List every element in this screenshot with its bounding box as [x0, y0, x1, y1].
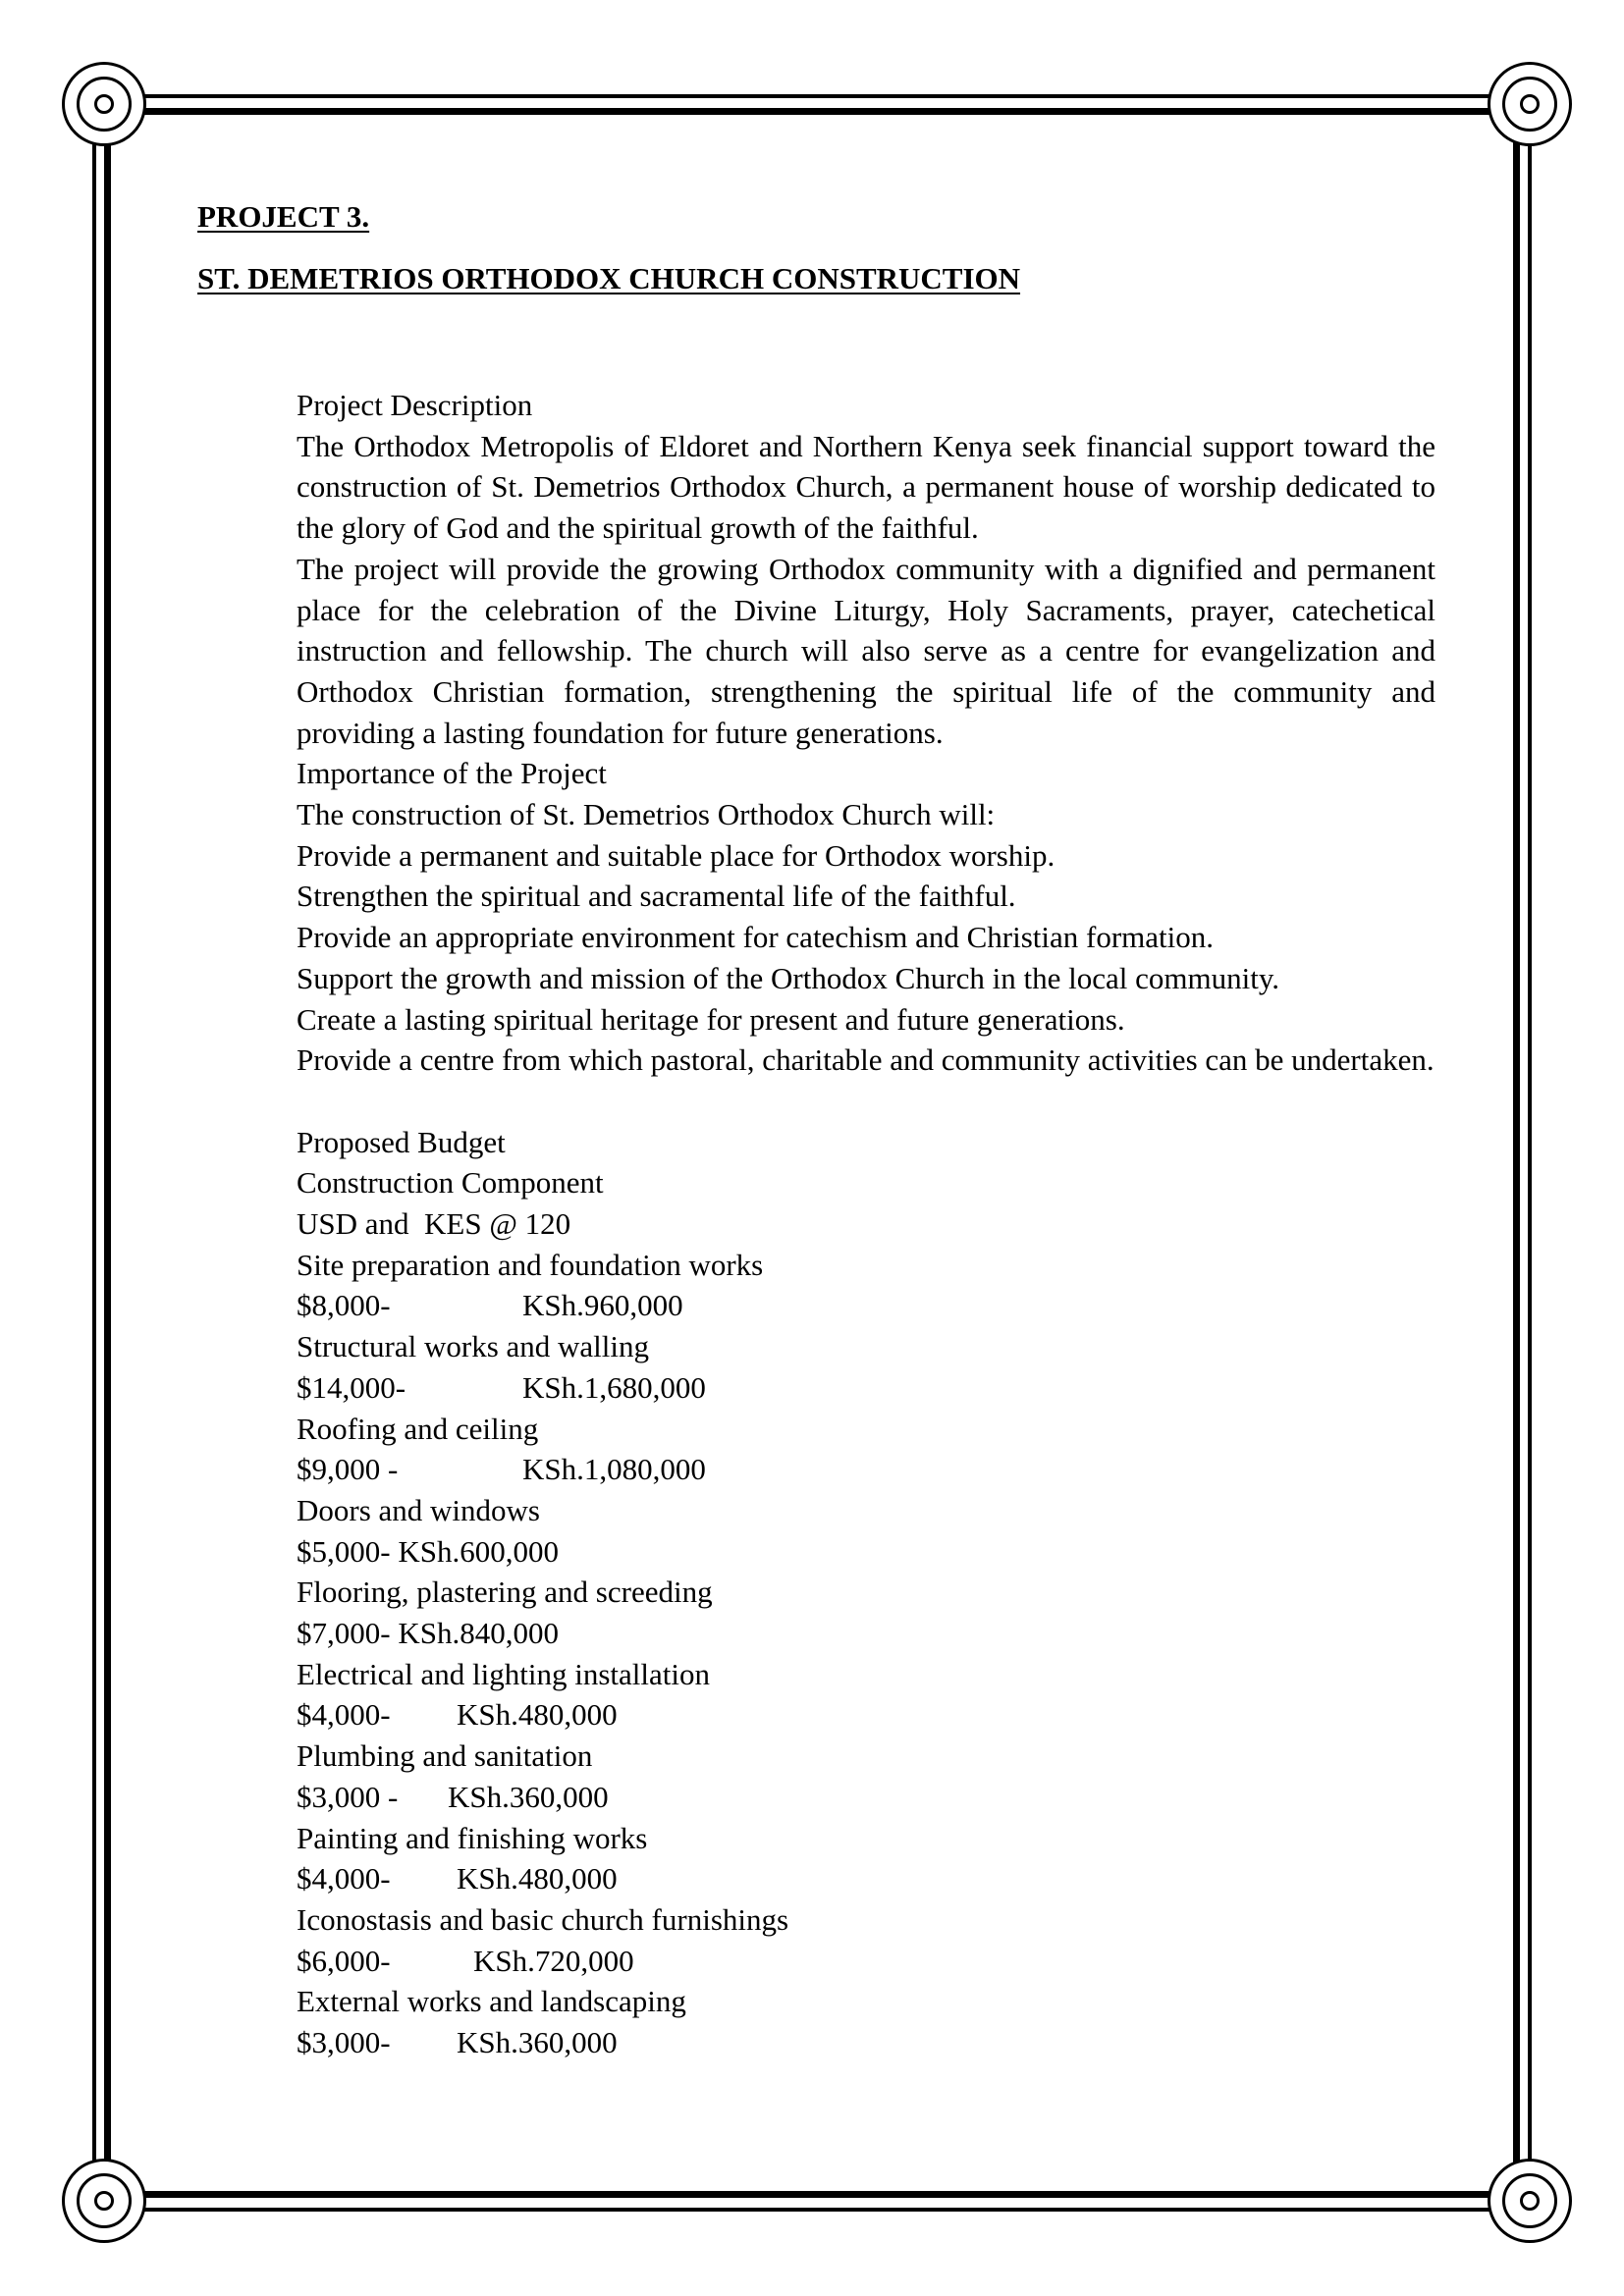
budget-item-name: Electrical and lighting installation — [297, 1656, 710, 1691]
budget-usd: $8,000- — [297, 1288, 391, 1323]
border-top-inner — [106, 108, 1518, 115]
project-number-heading: PROJECT 3. — [197, 199, 370, 234]
importance-point: Provide a permanent and suitable place for Orthodox worship. — [297, 837, 1056, 873]
corner-ornament-bottom-left — [62, 2159, 146, 2243]
budget-usd: $5,000- — [297, 1533, 391, 1569]
budget-kes: KSh.480,000 — [457, 1697, 618, 1733]
budget-item-amount — [297, 1531, 1435, 1573]
budget-item-name: Iconostasis and basic church furnishings — [297, 1902, 789, 1937]
budget-kes: KSh.1,080,000 — [522, 1452, 706, 1487]
importance-point: Strengthen the spiritual and sacramental life of the faithful. — [297, 879, 1016, 914]
budget-usd: $7,000- — [297, 1616, 391, 1651]
page-content — [297, 385, 1435, 2063]
importance-point: Provide an appropriate environment for catechism and Christian formation. — [297, 920, 1215, 955]
border-left-inner — [104, 137, 111, 2163]
budget-kes: KSh.1,680,000 — [522, 1369, 706, 1405]
budget-item-name: Plumbing and sanitation — [297, 1738, 593, 1774]
budget-kes: KSh.960,000 — [522, 1288, 683, 1323]
budget-item-amount — [297, 1613, 1435, 1654]
importance-heading: Importance of the Project — [297, 756, 607, 791]
corner-ornament-top-right — [1488, 62, 1572, 146]
budget-item-name: Flooring, plastering and screeding — [297, 1575, 713, 1610]
corner-ornament-top-left — [62, 62, 146, 146]
budget-item-name: Roofing and ceiling — [297, 1411, 539, 1446]
description-paragraph-2: The project will provide the growing Orthodox community with a dignified and permanent place for the celebration of the Divine Liturgy, Holy Sacraments, prayer, catechetical instruction and fellowship. The church will also serve as a centre for evangelization and Orthodox Christian formation, strengthening the spiritual life of the community and providing a lasting foundation for future generations. — [297, 551, 1435, 750]
budget-usd: $3,000 - — [297, 1779, 399, 1814]
budget-usd: $6,000- — [297, 1943, 391, 1978]
budget-item-amount — [297, 1777, 1435, 1818]
border-bottom-outer — [106, 2208, 1518, 2212]
budget-kes: KSh.360,000 — [457, 2025, 618, 2060]
border-bottom-inner — [106, 2191, 1518, 2198]
budget-kes: KSh.480,000 — [457, 1861, 618, 1896]
border-right-outer — [1528, 137, 1532, 2163]
border-left-outer — [92, 137, 96, 2163]
budget-usd: $3,000- — [297, 2025, 391, 2060]
importance-point: Create a lasting spiritual heritage for present and future generations. — [297, 1001, 1125, 1037]
budget-kes: KSh.840,000 — [398, 1616, 559, 1651]
budget-component-heading: Construction Component — [297, 1165, 604, 1201]
budget-item-name: Site preparation and foundation works — [297, 1247, 764, 1282]
budget-heading: Proposed Budget — [297, 1124, 506, 1159]
budget-usd: $14,000- — [297, 1369, 406, 1405]
importance-intro: The construction of St. Demetrios Orthodox Church will: — [297, 797, 996, 832]
budget-usd: $4,000- — [297, 1861, 391, 1896]
budget-item-name: External works and landscaping — [297, 1984, 686, 2019]
importance-point: Provide a centre from which pastoral, charitable and community activities can be undertaken. — [297, 1042, 1435, 1078]
budget-item-amount — [297, 1941, 1435, 1982]
budget-kes: KSh.600,000 — [398, 1533, 559, 1569]
budget-item-amount — [297, 1285, 1435, 1326]
budget-kes: KSh.360,000 — [448, 1779, 609, 1814]
budget-item-name: Structural works and walling — [297, 1329, 650, 1364]
budget-item-amount — [297, 1694, 1435, 1735]
budget-kes: KSh.720,000 — [473, 1943, 634, 1978]
budget-item-amount — [297, 1449, 1435, 1490]
corner-ornament-bottom-right — [1488, 2159, 1572, 2243]
budget-item-amount — [297, 2022, 1435, 2063]
budget-usd: $9,000 - — [297, 1452, 399, 1487]
border-top-outer — [106, 94, 1518, 98]
budget-currency-note: USD and KES @ 120 — [297, 1206, 571, 1242]
border-right-inner — [1513, 137, 1520, 2163]
importance-point: Support the growth and mission of the Orthodox Church in the local community. — [297, 960, 1280, 995]
budget-usd: $4,000- — [297, 1697, 391, 1733]
budget-item-amount — [297, 1367, 1435, 1409]
budget-item-amount — [297, 1858, 1435, 1899]
budget-item-name: Painting and finishing works — [297, 1820, 648, 1855]
budget-item-name: Doors and windows — [297, 1492, 540, 1527]
description-paragraph-1: The Orthodox Metropolis of Eldoret and Northern Kenya seek financial support toward the construction of St. Demetrios Orthodox Church, a permanent house of worship dedicated to the glory of God and the spiritual growth of the faithful. — [297, 428, 1435, 546]
description-heading: Project Description — [297, 388, 533, 422]
project-title-heading: ST. DEMETRIOS ORTHODOX CHURCH CONSTRUCTION — [197, 261, 1021, 295]
section-spacer — [297, 1081, 1435, 1122]
